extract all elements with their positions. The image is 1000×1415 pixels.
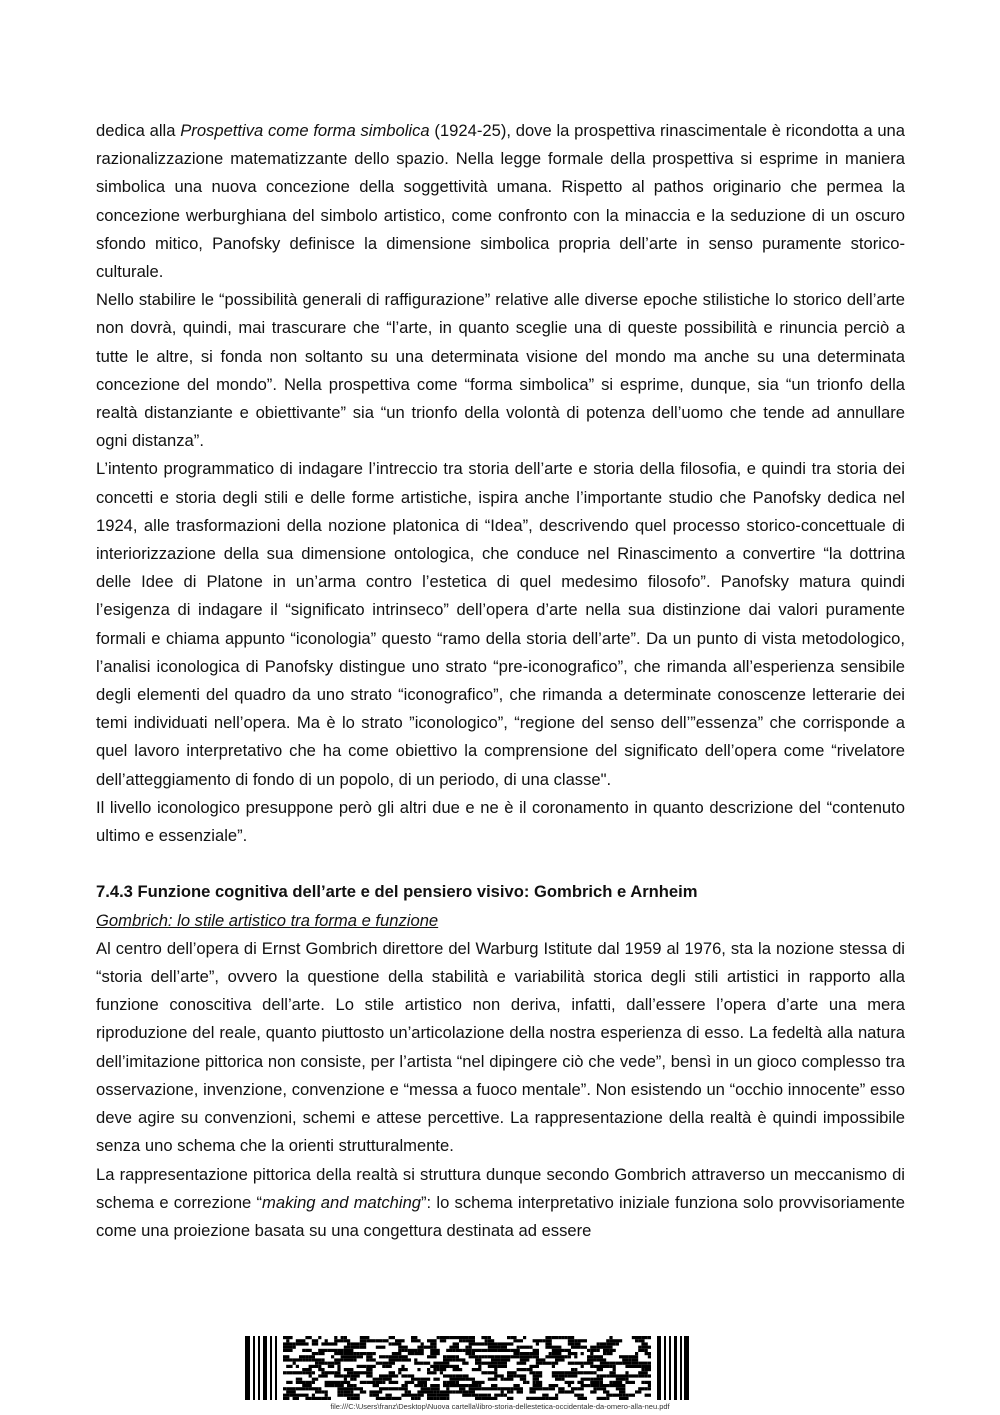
- section-heading: 7.4.3 Funzione cognitiva dell’arte e del pensiero visivo: Gombrich e Arnheim: [96, 882, 698, 902]
- paragraph-3: L’intento programmatico di indagare l’intreccio tra storia dell’arte e storia della filosofia, e quindi tra storia dei concetti e storia degli stili e delle forme artistiche, ispira anche l’importante studio che Panofsky dedica nel 1924, alle trasformazioni della nozione platonica di “Idea”, descrivendo quel processo storico-concettuale di interiorizzazione della sua dimensione ontologica, che conduce nel Rinascimento a convertire “la dottrina delle Idee di Platone in un’arma contro l’estetica di quel medesimo filosofo”. Panofsky matura quindi l’esigenza di indagare il “significato intrinseco” dell’opera d’arte nella sua distinzione dai valori puramente formali e chiama appunto “iconologia” questo “ramo della storia dell’arte”. Da un punto di vista metodologico, l’analisi iconologica di Panofsky distingue uno strato “pre-iconografico”, che rimanda all’esperienza sensibile degli elementi del quadro da uno strato “iconografico”, che rimanda a determinate conoscenze letterarie dei temi individuati nell’opera. Ma è lo strato ”iconologico”, “regione del senso dell’”essenza” che corrisponde a quel lavoro interpretativo che ha come obiettivo la comprensione del significato dell’opera come “rivelatore dell’atteggiamento di fondo di un popolo, di un periodo, di una classe".: [96, 459, 905, 789]
- paragraph-1: [96, 117, 905, 286]
- barcode-image: [245, 1336, 689, 1400]
- paragraph-2: Nello stabilire le “possibilità generali di raffigurazione” relative alle diverse epoche stilistiche lo storico dell’arte non dovrà, quindi, mai trascurare che “l’arte, in quanto sceglie una di queste possibilità e rinuncia perciò a tutte le altre, si fonda non soltanto su una determinata visione del mondo ma anche su una determinata concezione del mondo”. Nella prospettiva come “forma simbolica” si esprime, dunque, sia “un trionfo della realtà distanziante e obiettivante” sia “un trionfo della volontà di potenza dell’uomo che tende ad annullare ogni distanza”.: [96, 290, 905, 451]
- book-title-prospettiva: Prospettiva come forma simbolica: [180, 121, 430, 140]
- footer-file-path: file:///C:\Users\franz\Desktop\Nuova cartella\libro-storia-dellestetica-occidentale-da-omero-alla-neu.pdf: [330, 1402, 670, 1411]
- paragraph-spacer: [96, 850, 905, 878]
- paragraph-4: Il livello iconologico presuppone però gli altri due e ne è il coronamento in quanto descrizione del “contenuto ultimo e essenziale”.: [96, 797, 905, 846]
- paragraph-5: Al centro dell’opera di Ernst Gombrich direttore del Warburg Istitute dal 1959 al 1976, sta la nozione stessa di “storia dell’arte”, ovvero la questione della stabilità e variabilità storica degli stili artistici in rapporto alla funzione conoscitiva dell’arte. Lo stile artistico non deriva, infatti, dall’essere l’opera d’arte una mera riproduzione del reale, quanto piuttosto un’articolazione della nostra esperienza di esso. La fedeltà alla natura dell’imitazione pittorica non consiste, per l’artista “nel dipingere ciò che vede”, bensì in un gioco complesso tra osservazione, invenzione, convenzione e “messa a fuoco mentale”. Non esistendo un “occhio innocente” esso deve agire su convenzioni, schemi e attese percettive. La rappresentazione della realtà è quindi impossibile senza uno schema che la orienti strutturalmente.: [96, 938, 905, 1156]
- subsection-title: Gombrich: lo stile artistico tra forma e funzione: [96, 910, 439, 930]
- paragraph-6-text-end: ”: lo schema interpretativo iniziale funziona solo provvisoriamente come una proiezione basata su una congettura destinata ad essere: [96, 1192, 906, 1240]
- paragraph-1-text-start: dedica alla: [96, 121, 181, 140]
- paragraph-6: [96, 1161, 905, 1246]
- paragraph-1-text-end: (1924-25), dove la prospettiva rinascimentale è ricondotta a una razionalizzazione matematizzante dello spazio. Nella legge formale della prospettiva si esprime in maniera simbolica una nuova concezione della soggettività umana. Rispetto al pathos originario che permea la concezione werburghiana del simbolo artistico, come confronto con la minaccia e la seduzione di un oscuro sfondo mitico, Panofsky definisce la dimensione simbolica propria dell’arte in senso puramente storico-culturale.: [96, 121, 906, 282]
- paragraph-6-text-start: La rappresentazione pittorica della realtà si struttura dunque secondo Gombrich attraverso un meccanismo di schema e correzione “: [96, 1164, 905, 1212]
- phrase-making-and-matching: making and matching: [262, 1192, 422, 1212]
- body-text: [96, 117, 905, 1245]
